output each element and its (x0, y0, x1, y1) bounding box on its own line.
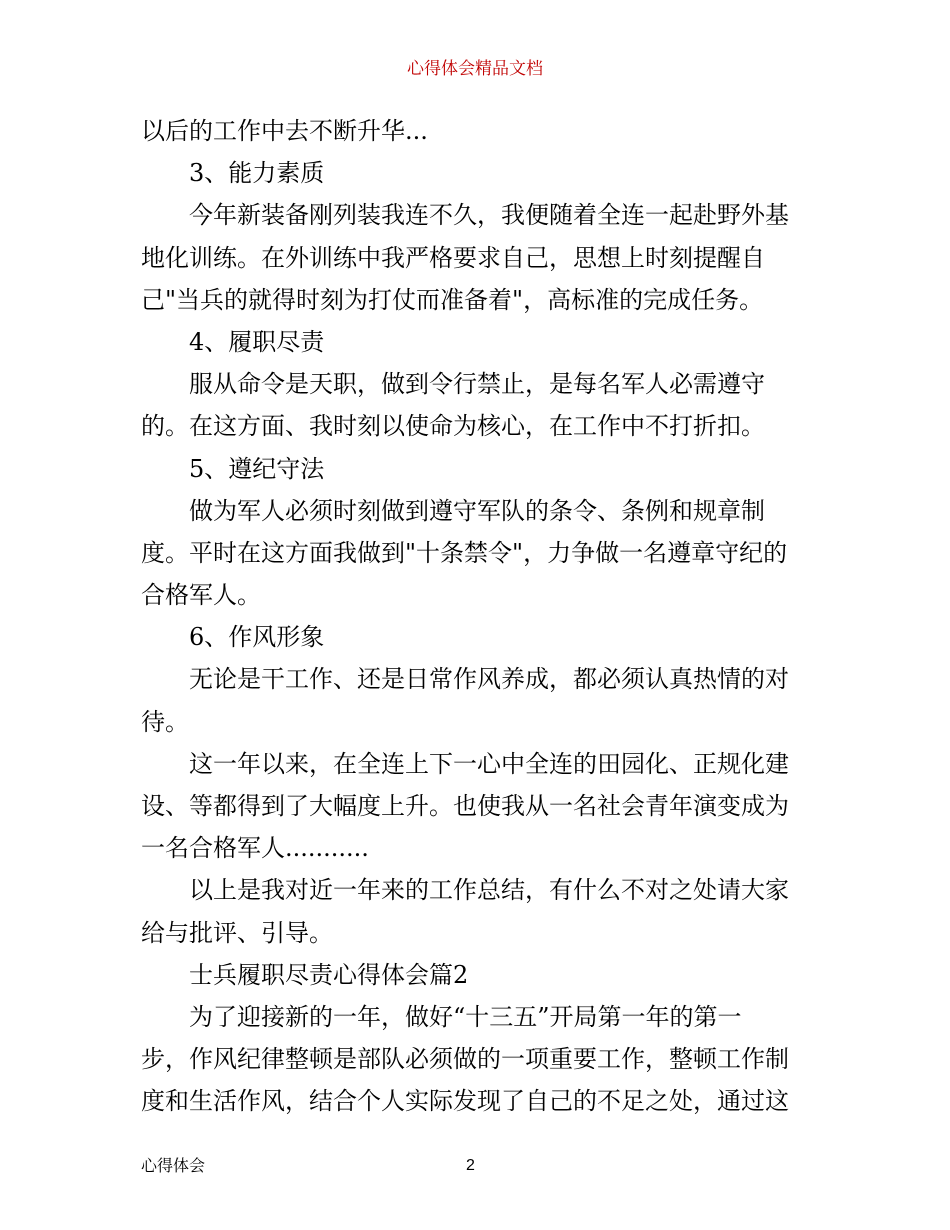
document-body (141, 110, 811, 1123)
text-line: 一名合格军人........... (141, 834, 369, 863)
text-line: 合格军人。 (141, 581, 261, 610)
text-line: 以后的工作中去不断升华... (141, 117, 428, 145)
text-line: 以上是我对近一年来的工作总结，有什么不对之处请大家 (189, 876, 789, 905)
text-line: 3、能力素质 (189, 159, 325, 188)
text-line: 的。在这方面、我时刻以使命为核心，在工作中不打折扣。 (141, 412, 765, 441)
text-line: 设、等都得到了大幅度上升。也使我从一名社会青年演变成为 (141, 792, 789, 820)
text-line: 为了迎接新的一年，做好“十三五”开局第一年的第一 (189, 1002, 742, 1031)
footer-label: 心得体会 (141, 1156, 206, 1175)
text-line: 度。平时在这方面我做到"十条禁令"，力争做一名遵章守纪的 (141, 538, 788, 567)
text-line: 服从命令是天职，做到令行禁止，是每名军人必需遵守 (189, 370, 765, 399)
text-line: 今年新装备刚列装我连不久，我便随着全连一起赴野外基 (189, 201, 789, 230)
text-line: 这一年以来，在全连上下一心中全连的田园化、正规化建 (189, 749, 789, 778)
text-line: 步，作风纪律整顿是部队必须做的一项重要工作，整顿工作制 (141, 1045, 789, 1074)
text-line: 无论是干工作、还是日常作风养成，都必须认真热情的对 (189, 665, 789, 694)
text-line: 待。 (141, 707, 189, 736)
text-line: 5、遵纪守法 (189, 454, 325, 483)
text-line: 给与批评、引导。 (141, 918, 333, 947)
text-line: 己"当兵的就得时刻为打仗而准备着"，高标准的完成任务。 (141, 285, 764, 314)
page-header-title: 心得体会精品文档 (407, 59, 543, 79)
text-line: 度和生活作风，结合个人实际发现了自己的不足之处，通过这 (141, 1087, 789, 1116)
text-line: 做为军人必须时刻做到遵守军队的条令、条例和规章制 (189, 496, 765, 525)
text-line: 地化训练。在外训练中我严格要求自己，思想上时刻提醒自 (141, 243, 765, 272)
text-line: 士兵履职尽责心得体会篇2 (189, 960, 469, 989)
text-line: 6、作风形象 (189, 623, 325, 652)
text-line: 4、履职尽责 (189, 327, 325, 356)
page-number: 2 (466, 1157, 475, 1174)
